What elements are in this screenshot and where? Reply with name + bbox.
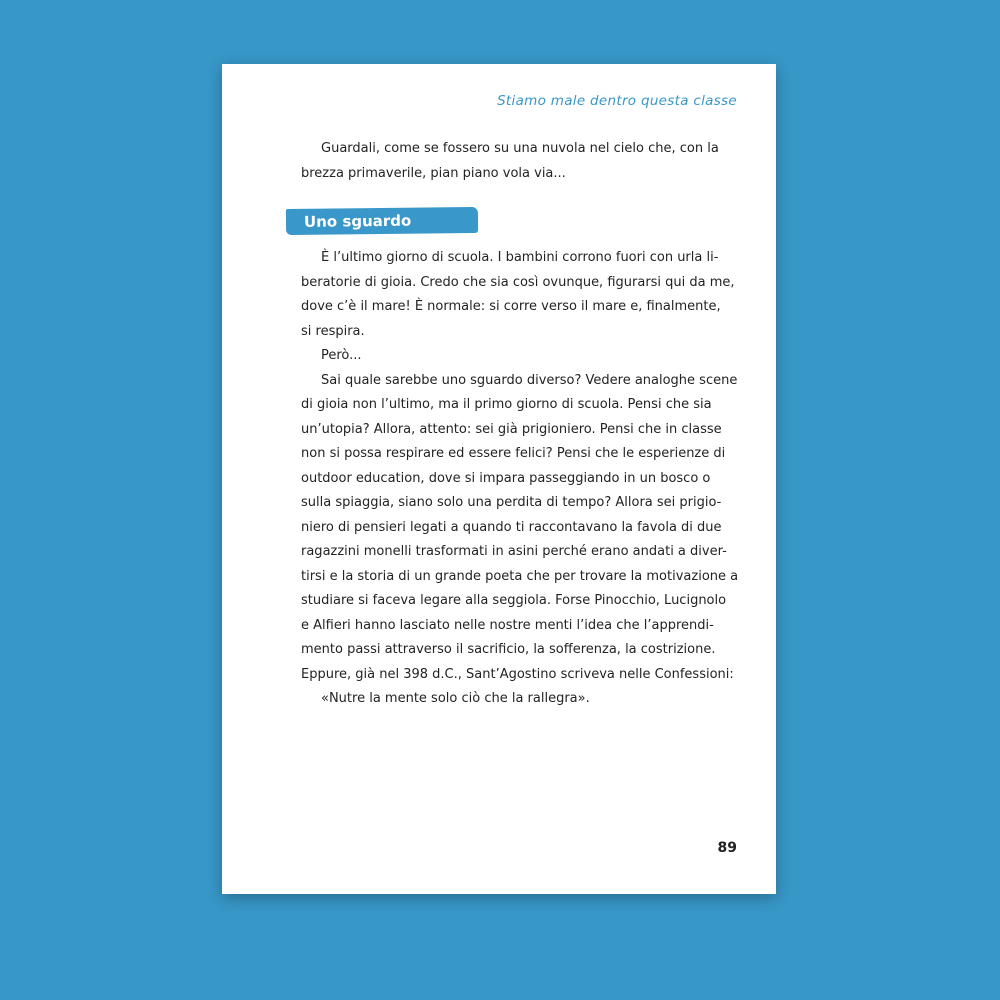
text-line: beratorie di gioia. Credo che sia così ovunque, figurarsi qui da me, <box>301 274 735 290</box>
text-line: outdoor education, dove si impara passeggiando in un bosco o <box>301 470 711 486</box>
book-page <box>222 64 776 894</box>
page-number: 89 <box>717 840 737 856</box>
running-header: Stiamo male dentro questa classe <box>497 93 737 109</box>
text-line: ragazzini monelli trasformati in asini perché erano andati a diver- <box>301 544 727 559</box>
text-line: niero di pensieri legati a quando ti raccontavano la favola di due <box>301 519 722 535</box>
text-line: Eppure, già nel 398 d.C., Sant’Agostino scriveva nelle Confessioni: <box>301 666 734 682</box>
text-line: di gioia non l’ultimo, ma il primo giorno di scuola. Pensi che sia <box>301 397 712 412</box>
text-line: È l’ultimo giorno di scuola. I bambini corrono fuori con urla li- <box>321 250 719 265</box>
text-line: non si possa respirare ed essere felici? Pensi che le esperienze di <box>301 446 726 461</box>
text-line: un’utopia? Allora, attento: sei già prigioniero. Pensi che in classe <box>301 421 722 437</box>
text-line: mento passi attraverso il sacrificio, la sofferenza, la costrizione. <box>301 642 716 657</box>
text-line: Sai quale sarebbe uno sguardo diverso? Vedere analoghe scene <box>321 372 738 388</box>
section-heading: Uno sguardo diverso <box>286 207 478 235</box>
text-line: brezza primaverile, pian piano vola via... <box>301 165 566 181</box>
text-line: sulla spiaggia, siano solo una perdita di tempo? Allora sei prigio- <box>301 495 722 510</box>
text-line: tirsi e la storia di un grande poeta che per trovare la motivazione a <box>301 568 739 584</box>
intro-paragraph <box>301 137 719 186</box>
text-line: si respira. <box>301 323 365 339</box>
body-text <box>301 246 739 712</box>
text-line: dove c’è il mare! È normale: si corre verso il mare e, finalmente, <box>301 299 721 314</box>
text-line: e Alfieri hanno lasciato nelle nostre menti l’idea che l’apprendi- <box>301 617 714 633</box>
text-line: studiare si faceva legare alla seggiola. Forse Pinocchio, Lucignolo <box>301 593 727 608</box>
text-line: Però... <box>321 348 362 363</box>
text-line: Guardali, come se fossero su una nuvola nel cielo che, con la <box>321 141 719 156</box>
text-line: «Nutre la mente solo ciò che la rallegra». <box>321 691 590 706</box>
